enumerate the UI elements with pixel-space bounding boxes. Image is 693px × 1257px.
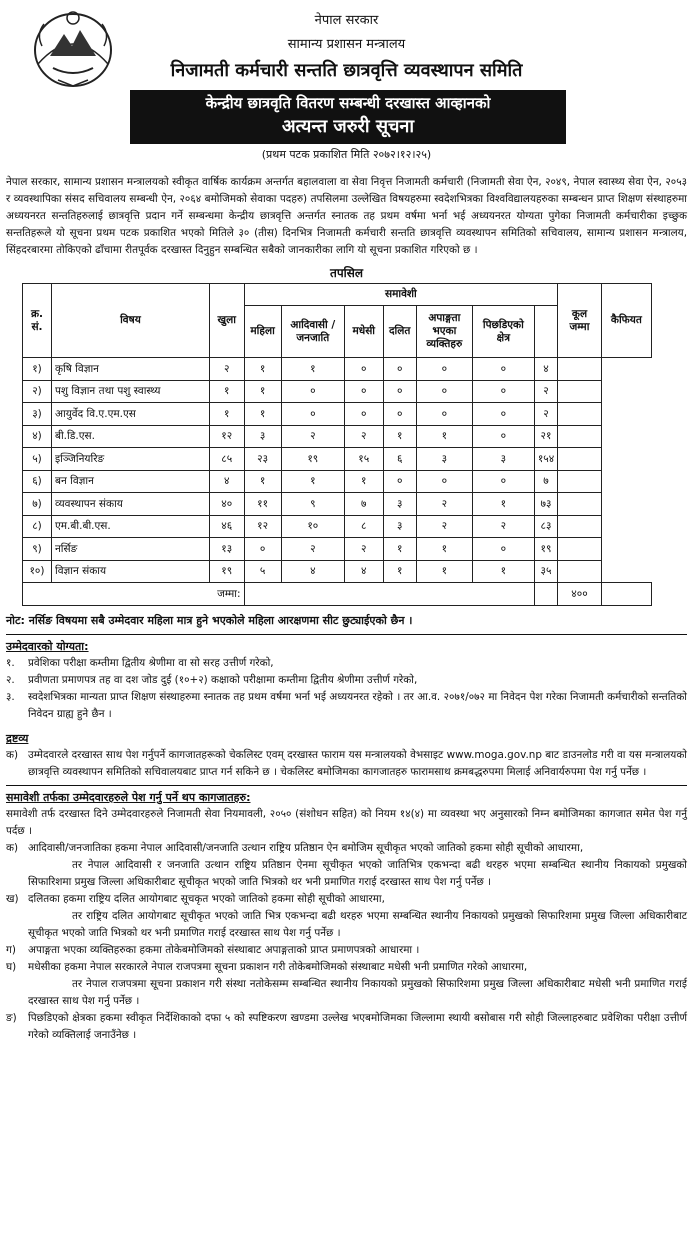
table-cell: ०: [416, 380, 472, 403]
table-cell: ४): [23, 425, 52, 448]
table-cell: ०: [344, 358, 383, 381]
table-cell: १: [472, 493, 534, 516]
divider: [6, 634, 687, 635]
table-row: [23, 358, 652, 381]
list-item: २. प्रवीणता प्रमाणपत्र तह वा दश जोड दुई (१०+२) कक्षाको परीक्षामा कम्तीमा द्वितीय श्रेणीमा उत्तीर्ण गरेको,: [6, 673, 418, 686]
col-sn: क्र. सं.: [23, 284, 52, 358]
table-cell: ३५: [534, 560, 557, 583]
table-cell: १३: [209, 538, 244, 561]
table-cell: ४: [344, 560, 383, 583]
col-inclusive: समावेशी: [244, 284, 558, 306]
col-janajati: आदिवासी / जनजाति: [281, 306, 344, 358]
table-cell: [558, 515, 602, 538]
note2-title: द्रष्टव्य: [6, 731, 29, 745]
table-cell: २: [281, 425, 344, 448]
table-cell: [558, 538, 602, 561]
list-item-proviso: तर नेपाल राजपत्रमा सूचना प्रकाशन गरी संस्था नतोकेसम्म सम्बन्धित स्थानीय निकायको प्रमुखको सिफारिशमा प्रमुख जिल्ला अधिकारीबाट मधेसी भनी प्रमाणित गराई दरखास्त साथ पेश गर्नु पर्नेछ ।: [28, 977, 687, 1007]
table-cell: १: [209, 380, 244, 403]
table-cell: [558, 380, 602, 403]
table-cell: ०: [472, 358, 534, 381]
committee-name: निजामती कर्मचारी सन्तति छात्रवृत्ति व्यवस्थापन समिति: [170, 60, 523, 81]
note2-list: [6, 747, 687, 781]
table-cell: २: [344, 425, 383, 448]
table-cell: २: [534, 380, 557, 403]
docs-list: [6, 840, 687, 1044]
women-quota-note: नोट: नर्सिङ विषयमा सबै उम्मेदवार महिला मात्र हुने भएकोले महिला आरक्षणमा सीट छुट्याईएको छैन ।: [6, 613, 413, 627]
table-cell: १: [416, 560, 472, 583]
table-cell: ८: [344, 515, 383, 538]
table-cell: ५: [244, 560, 281, 583]
table-cell: व्यवस्थापन संकाय: [51, 493, 209, 516]
table-cell: [558, 403, 602, 426]
table-cell: ०: [472, 538, 534, 561]
table-cell: २: [416, 493, 472, 516]
table-cell: १०: [281, 515, 344, 538]
table-row: [23, 470, 652, 493]
table-row: [23, 515, 652, 538]
table-cell: ०: [344, 403, 383, 426]
table-cell: २: [534, 403, 557, 426]
table-cell: आयुर्वेद वि.ए.एम.एस: [51, 403, 209, 426]
banner-title: अत्यन्त जरुरी सूचना: [281, 116, 415, 137]
table-cell: [558, 560, 602, 583]
table-cell: ३: [416, 448, 472, 471]
table-cell: विज्ञान संकाय: [51, 560, 209, 583]
table-cell: २: [209, 358, 244, 381]
table-cell: ४: [209, 470, 244, 493]
table-cell: ७: [534, 470, 557, 493]
col-subject: विषय: [51, 284, 209, 358]
table-cell: ८): [23, 515, 52, 538]
table-cell: १५४: [534, 448, 557, 471]
table-cell: १: [244, 380, 281, 403]
table-cell: ०: [472, 425, 534, 448]
table-cell: १: [209, 403, 244, 426]
table-row: [23, 538, 652, 561]
table-cell: ४: [534, 358, 557, 381]
col-madhesi: मधेसी: [344, 306, 383, 358]
table-cell: १: [383, 538, 416, 561]
table-cell: ०: [472, 403, 534, 426]
table-cell: १९: [209, 560, 244, 583]
table-cell: नर्सिङ: [51, 538, 209, 561]
table-cell: ०: [383, 403, 416, 426]
table-cell: ४६: [209, 515, 244, 538]
table-cell: [558, 470, 602, 493]
col-dalit: दलित: [383, 306, 416, 358]
table-cell: पशु विज्ञान तथा पशु स्वास्थ्य: [51, 380, 209, 403]
table-cell: ०: [281, 380, 344, 403]
docs-title: समावेशी तर्फका उम्मेदवारहरुले पेश गर्नु पर्ने थप कागजातहरु:: [6, 790, 251, 804]
table-cell: ०: [344, 380, 383, 403]
notice-banner: [130, 90, 566, 144]
table-cell: २: [416, 515, 472, 538]
table-cell: २): [23, 380, 52, 403]
eligibility-title: उम्मेदवारको योग्यता:: [6, 639, 89, 653]
table-cell: १: [344, 470, 383, 493]
table-cell: ०: [416, 470, 472, 493]
table-row: [23, 403, 652, 426]
list-item: १. प्रवेशिका परीक्षा कम्तीमा द्वितीय श्रेणीमा वा सो सरह उत्तीर्ण गरेको,: [6, 656, 274, 669]
table-cell: १: [244, 470, 281, 493]
table-cell: इञ्जिनियरिङ: [51, 448, 209, 471]
list-item: क) आदिवासी/जनजातिका हकमा नेपाल आदिवासी/जनजाति उत्थान राष्ट्रिय प्रतिष्ठान ऐन बमोजिम सूचीकृत भएको जातिको हकमा सोही सूचीको आधारमा,: [6, 841, 584, 854]
col-open: खुला: [209, 284, 244, 358]
table-cell: १२: [244, 515, 281, 538]
table-cell: १९: [281, 448, 344, 471]
table-cell: १२: [209, 425, 244, 448]
col-remarks: कैफियत: [601, 284, 651, 358]
table-cell: २१: [534, 425, 557, 448]
table-cell: बन विज्ञान: [51, 470, 209, 493]
total-label: जम्मा:: [23, 583, 245, 606]
list-item: घ) मधेसीका हकमा नेपाल सरकारले नेपाल राजपत्रमा सूचना प्रकाशन गरी तोकेबमोजिमको संस्थाबाट मधेसी भनी प्रमाणित गरेको आधारमा,: [6, 960, 528, 973]
table-cell: ३: [383, 493, 416, 516]
table-total-row: [23, 583, 652, 606]
table-cell: २३: [244, 448, 281, 471]
table-cell: कृषि विज्ञान: [51, 358, 209, 381]
table-cell: [558, 448, 602, 471]
notice-header: [6, 0, 687, 160]
table-cell: ५): [23, 448, 52, 471]
table-cell: १: [383, 560, 416, 583]
table-cell: ०: [383, 358, 416, 381]
table-cell: १: [383, 425, 416, 448]
gov-name: नेपाल सरकार: [314, 13, 379, 28]
table-cell: ३: [383, 515, 416, 538]
table-cell: [558, 358, 602, 381]
table-cell: २: [472, 515, 534, 538]
table-cell: ०: [244, 538, 281, 561]
table-cell: ७: [344, 493, 383, 516]
table-cell: १: [472, 560, 534, 583]
table-cell: ७): [23, 493, 52, 516]
table-cell: ३: [472, 448, 534, 471]
table-cell: ०: [416, 403, 472, 426]
table-cell: ४०: [209, 493, 244, 516]
total-value: ४००: [558, 583, 602, 606]
table-cell: ९): [23, 538, 52, 561]
divider: [6, 785, 687, 786]
table-cell: ०: [383, 470, 416, 493]
table-cell: १५: [344, 448, 383, 471]
ministry-name: सामान्य प्रशासन मन्त्रालय: [287, 37, 406, 52]
table-cell: १: [281, 358, 344, 381]
table-cell: ०: [472, 470, 534, 493]
table-cell: बी.डि.एस.: [51, 425, 209, 448]
list-item: क) उम्मेदवारले दरखास्त साथ पेश गर्नुपर्ने कागजातहरूको चेकलिस्ट एवम् दरखास्त फाराम यस मन्त्रालयको वेभसाइट www.moga.gov.np बाट डाउनलोड गरी वा यस मन्त्रालयको छात्रवृत्ति व्यवस्थापन समितिको सचिवालयबाट प्राप्त गर्न सकिने छ । चेकलिस्ट बमोजिमका कागजातहरु फारामसाथ क्रमबद्धरुपमा मिलाई अनिवार्यरुपमा पेश गर्नु पर्नेछ ।: [6, 748, 687, 778]
table-cell: [558, 425, 602, 448]
banner-subtitle: केन्द्रीय छात्रवृति वितरण सम्बन्धी दरखास्त आव्हानको: [205, 94, 491, 112]
table-cell: ०: [472, 380, 534, 403]
table-cell: ७३: [534, 493, 557, 516]
table-cell: ९: [281, 493, 344, 516]
table-row: [23, 560, 652, 583]
col-total: कूल जम्मा: [558, 284, 602, 358]
table-cell: १: [416, 538, 472, 561]
list-item: ३. स्वदेशभित्रका मान्यता प्राप्त शिक्षण संस्थाहरुमा स्नातक तह प्रथम वर्षमा भर्ना भई अध्ययनरत रहेको । तर आ.व. २०७१/०७२ मा निवेदन पेश गरेका निजामती कर्मचारीको सन्ततिको निवेदन ग्राह्य हुने छैन ।: [6, 690, 687, 720]
eligibility-list: [6, 655, 687, 723]
quota-table: [22, 283, 652, 606]
table-cell: १: [281, 470, 344, 493]
table-cell: [558, 493, 602, 516]
table-cell: ६: [383, 448, 416, 471]
col-disabled: अपाङ्गता भएका व्यक्तिहरु: [416, 306, 472, 358]
publication-date: (प्रथम पटक प्रकाशित मिति २०७२।१२।२५): [261, 148, 432, 161]
table-row: [23, 425, 652, 448]
table-cell: एम.बी.बी.एस.: [51, 515, 209, 538]
table-cell: १: [416, 425, 472, 448]
table-cell: ३): [23, 403, 52, 426]
table-cell: १): [23, 358, 52, 381]
list-item: ग) अपाङ्गता भएका व्यक्तिहरुका हकमा तोकेबमोजिमको संस्थाबाट अपाङ्गताको प्राप्त प्रमाणपत्रको आधारमा ।: [6, 943, 420, 956]
list-item-proviso: तर नेपाल आदिवासी र जनजाति उत्थान राष्ट्रिय प्रतिष्ठान ऐनमा सूचीकृत भएको जातिभित्र एकभन्दा बढी थरहरु भएमा सम्बन्धित स्थानीय निकायको प्रमुखको सिफारिशमा प्रमुख जिल्ला अधिकारीबाट सूचीकृत भएको जाति भित्रको थर भनी प्रमाणित गराई दरखास्त साथ पेश गर्नु पर्नेछ ।: [28, 858, 687, 888]
table-row: [23, 448, 652, 471]
table-cell: ६): [23, 470, 52, 493]
table-cell: ८३: [534, 515, 557, 538]
intro-paragraph: नेपाल सरकार, सामान्य प्रशासन मन्त्रालयको स्वीकृत वार्षिक कार्यक्रम अन्तर्गत बहालवाला वा सेवा निवृत्त निजामती कर्मचारी (निजामती सेवा ऐन, २०४९, नेपाल स्वास्थ्य सेवा ऐन, २०५३ र व्यवस्थापिका संसद सचिवालय सम्बन्धी ऐन, २०६४ बमोजिमको सेवाका पदहरु) तपसिलमा उल्लेखित विषयहरुमा स्वदेशभित्रका विश्वविद्यालयहरुका सम्बन्धन प्राप्त शिक्षण संस्थाहरुमा अध्ययनरत सन्ततिहरुलाई छात्रवृत्ति प्रदान गर्ने सम्बन्धमा केन्द्रीय छात्रवृत्ति अन्तर्गत स्नातक तह प्रथम वर्षमा भर्ना भई अध्ययनरत योग्यता पुगेका निजामती कर्मचारीका इच्छुक सन्ततिहरूले यो सूचना प्रथम पटक प्रकाशित भएको मितिले ३० (तीस) दिनभित्र निजामती कर्मचारी सन्तति छात्रवृत्ति व्यवस्थापन समितिको सचिवालय, सामान्य प्रशासन मन्त्रालय, सिंहदरबारमा तोकिएको ढाँचामा रीतपूर्वक दरखास्त दिनुहुन सम्बन्धित सबैको जानकारीका लागि यो सूचना प्रकाशित गरिएको छ ।: [6, 176, 687, 256]
tapasil-title: तपसिल: [329, 266, 363, 280]
table-cell: १९: [534, 538, 557, 561]
table-cell: १०): [23, 560, 52, 583]
list-item: ख) दलितका हकमा राष्ट्रिय दलित आयोगबाट सूचकृत भएको जातिको हकमा सोही सूचीको आधारमा,: [6, 892, 385, 905]
table-cell: ११: [244, 493, 281, 516]
table-cell: ०: [383, 380, 416, 403]
list-item: ङ) पिछडिएको क्षेत्रका हकमा स्वीकृत निर्देशिकाको दफा ५ को स्पष्टिकरण खण्डमा उल्लेख भएबमोजिमका जिल्लामा स्थायी बसोबास गरी सोही जिल्लाहरुबाट प्रवेशिका परीक्षा उत्तीर्ण गरेको व्यक्तिलाई जनाउँनेछ ।: [6, 1011, 687, 1041]
table-cell: १: [244, 358, 281, 381]
table-cell: २: [281, 538, 344, 561]
col-women: महिला: [244, 306, 281, 358]
col-backward: पिछडिएको क्षेत्र: [472, 306, 534, 358]
table-body: [23, 358, 652, 583]
docs-intro: समावेशी तर्फ दरखास्त दिने उम्मेदवारहरुले निजामती सेवा नियमावली, २०५० (संशोधन सहित) को नियम १४(४) मा व्यवस्था भए अनुसारको निम्न बमोजिमका कागजात समेत पेश गर्नु पर्दछ ।: [6, 807, 687, 837]
table-cell: ०: [281, 403, 344, 426]
table-row: [23, 380, 652, 403]
table-cell: ०: [416, 358, 472, 381]
table-cell: २: [344, 538, 383, 561]
table-cell: ८५: [209, 448, 244, 471]
table-cell: ४: [281, 560, 344, 583]
table-cell: ३: [244, 425, 281, 448]
list-item-proviso: तर राष्ट्रिय दलित आयोगबाट सूचीकृत भएको जाति भित्र एकभन्दा बढी थरहरु भएमा सम्बन्धित स्थानीय निकायको प्रमुखको सिफारिशमा प्रमुख जिल्ला अधिकारीबाट सूचीकृत भएको जाति भित्रको थर भनी प्रमाणित गराई दरखास्त साथ पेश गर्नु पर्नेछ ।: [28, 909, 687, 939]
table-row: [23, 493, 652, 516]
table-cell: १: [244, 403, 281, 426]
